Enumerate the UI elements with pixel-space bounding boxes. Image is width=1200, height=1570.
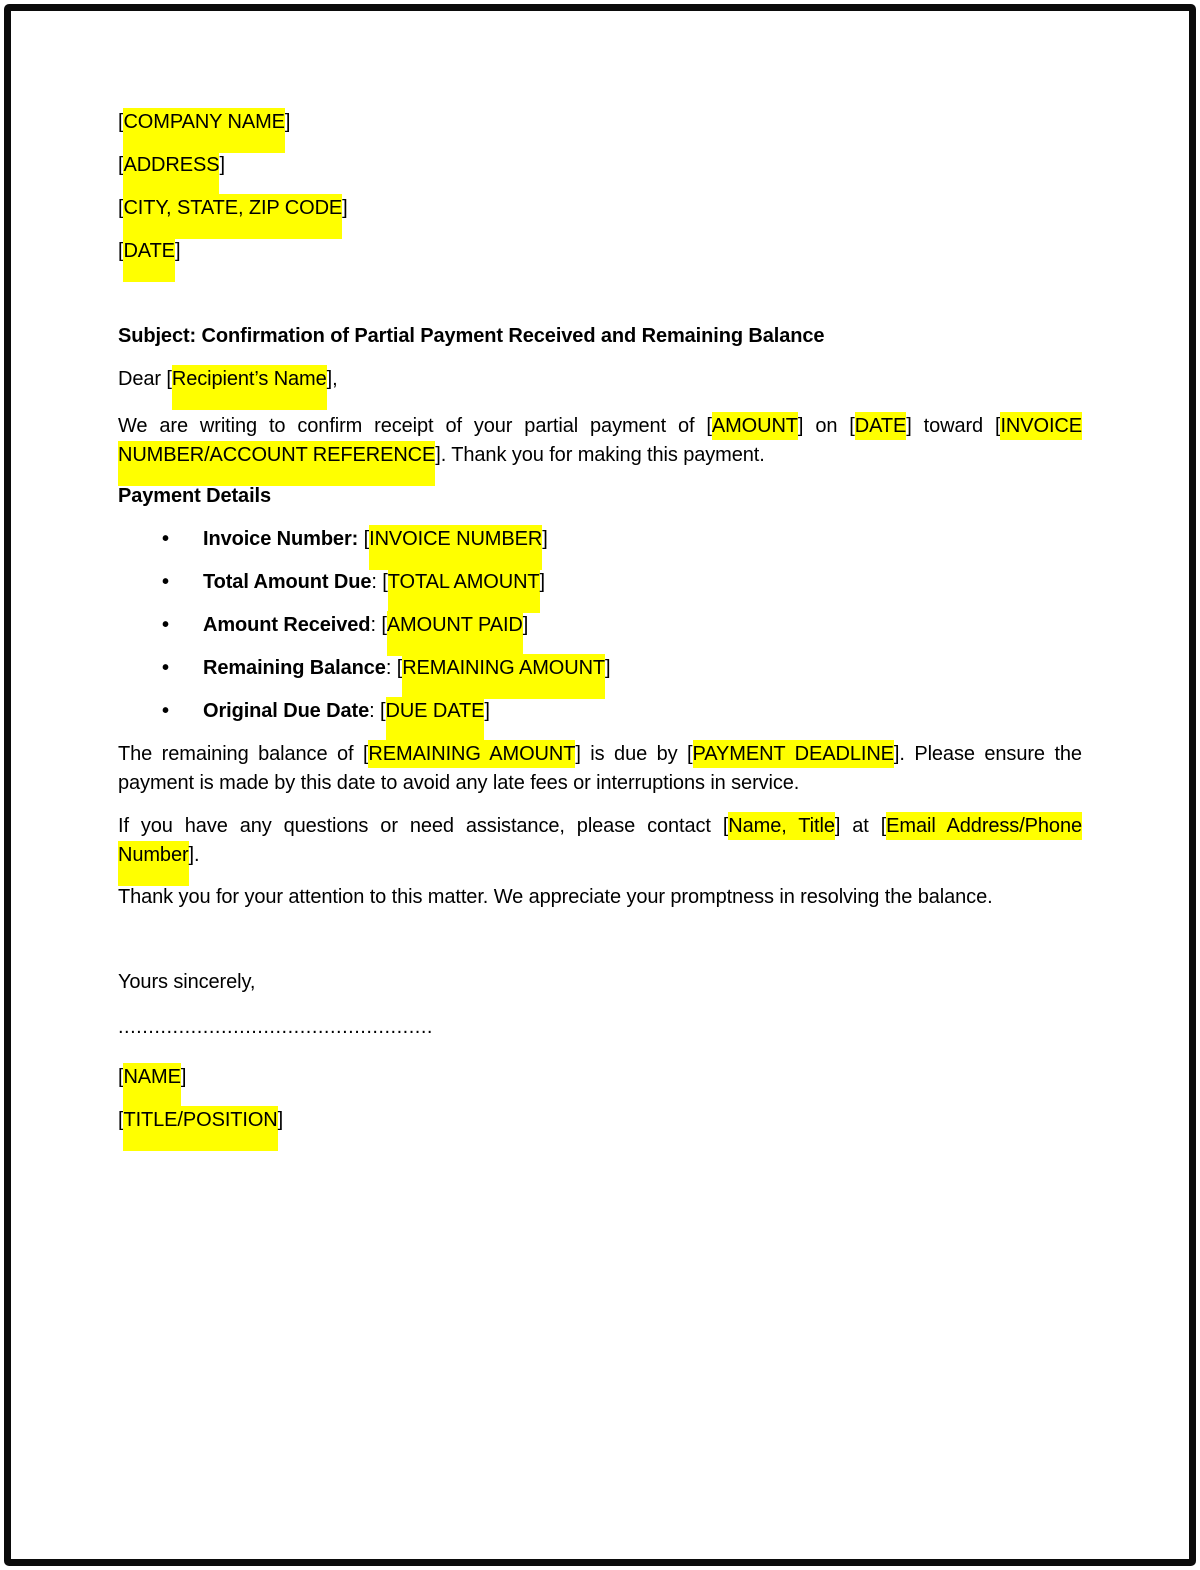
invoice-number-placeholder: INVOICE NUMBER bbox=[369, 525, 542, 553]
balance-text: ] is due by [ bbox=[575, 743, 693, 765]
thanks-paragraph: Thank you for your attention to this matter. We appreciate your promptness in resolving the balance. bbox=[118, 886, 993, 908]
balance-text: The remaining balance of [ bbox=[118, 743, 369, 765]
amount-placeholder: AMOUNT bbox=[712, 412, 798, 440]
bracket: ] bbox=[174, 240, 181, 262]
invoice-ref-placeholder-part2: NUMBER/ACCOUNT REFERENCE bbox=[118, 441, 435, 469]
bullet-label: Total Amount Due bbox=[203, 571, 372, 593]
contact-paragraph bbox=[118, 812, 1082, 870]
contact-line-1 bbox=[118, 812, 1082, 841]
intro-paragraph bbox=[118, 412, 1082, 470]
signer-name-placeholder: NAME bbox=[123, 1063, 180, 1091]
contact-name-title-placeholder: Name, Title bbox=[728, 812, 835, 840]
payment-details-list bbox=[118, 525, 1082, 726]
bullet-sep: [ bbox=[358, 528, 370, 550]
bracket: [ bbox=[118, 1109, 124, 1131]
bracket: ] bbox=[484, 700, 490, 722]
bullet-sep: : [ bbox=[371, 571, 388, 593]
bracket: ] bbox=[605, 657, 611, 679]
contact-text: ]. bbox=[188, 844, 200, 866]
bullet-icon: • bbox=[162, 657, 169, 679]
balance-text: ]. Please ensure the bbox=[893, 743, 1082, 765]
bullet-sep: : [ bbox=[369, 700, 386, 722]
bracket: ] bbox=[522, 614, 529, 636]
bracket: ] bbox=[284, 111, 291, 133]
bracket: [ bbox=[118, 111, 124, 133]
bracket: ] bbox=[539, 571, 546, 593]
bracket: ] bbox=[542, 528, 548, 550]
contact-text: ] at [ bbox=[834, 815, 887, 837]
intro-text: We are writing to confirm receipt of your partial payment of [ bbox=[118, 415, 712, 437]
contact-email-phone-placeholder-part2: Number bbox=[118, 841, 189, 869]
bracket: ] bbox=[219, 154, 225, 176]
intro-line-2 bbox=[118, 441, 1082, 470]
signer-name-line bbox=[118, 1063, 1082, 1092]
address-line bbox=[118, 151, 1082, 180]
due-date-placeholder: DUE DATE bbox=[386, 697, 485, 725]
signature-dotted-line: .................................................... bbox=[118, 1016, 433, 1038]
list-item bbox=[118, 525, 1082, 554]
city-state-zip-placeholder: CITY, STATE, ZIP CODE bbox=[123, 194, 342, 222]
intro-text: ] on [ bbox=[797, 415, 855, 437]
bullet-icon: • bbox=[162, 614, 169, 636]
balance-paragraph bbox=[118, 740, 1082, 798]
date-line bbox=[118, 237, 1082, 266]
intro-text: ]. Thank you for making this payment. bbox=[435, 444, 765, 466]
payment-details-heading: Payment Details bbox=[118, 485, 272, 507]
bracket: ] bbox=[277, 1109, 284, 1131]
bullet-icon: • bbox=[162, 571, 169, 593]
company-name-placeholder: COMPANY NAME bbox=[123, 108, 284, 136]
remaining-amount-placeholder: REMAINING AMOUNT bbox=[402, 654, 605, 682]
bracket: [ bbox=[118, 1066, 124, 1088]
invoice-ref-placeholder-part1: INVOICE bbox=[1000, 412, 1082, 440]
bullet-sep: : [ bbox=[385, 657, 403, 679]
list-item bbox=[118, 697, 1082, 726]
bullet-icon: • bbox=[162, 528, 169, 550]
recipient-name-placeholder: Recipient’s Name bbox=[172, 365, 327, 393]
salutation-close: ], bbox=[326, 368, 338, 390]
bullet-icon: • bbox=[162, 700, 169, 722]
list-item bbox=[118, 611, 1082, 640]
bullet-sep: : [ bbox=[370, 614, 387, 636]
total-amount-placeholder: TOTAL AMOUNT bbox=[388, 568, 540, 596]
valediction-line: Yours sincerely, bbox=[118, 971, 256, 993]
payment-deadline-placeholder: PAYMENT DEADLINE bbox=[693, 740, 894, 768]
bullet-label: Original Due Date bbox=[203, 700, 370, 722]
intro-line-1 bbox=[118, 412, 1082, 441]
bracket: [ bbox=[118, 240, 124, 262]
bullet-label: Invoice Number: bbox=[203, 528, 359, 550]
address-placeholder: ADDRESS bbox=[123, 151, 219, 179]
bracket: [ bbox=[118, 197, 124, 219]
remaining-amount-placeholder-inline: REMAINING AMOUNT bbox=[368, 740, 575, 768]
salutation-line bbox=[118, 365, 1082, 394]
signer-title-line bbox=[118, 1106, 1082, 1135]
date-placeholder-inline: DATE bbox=[855, 412, 906, 440]
contact-email-phone-placeholder-part1: Email Address/Phone bbox=[886, 812, 1082, 840]
amount-paid-placeholder: AMOUNT PAID bbox=[387, 611, 523, 639]
company-name-line bbox=[118, 108, 1082, 137]
bracket: [ bbox=[118, 154, 124, 176]
list-item bbox=[118, 568, 1082, 597]
balance-line-2: payment is made by this date to avoid any late fees or interruptions in service. bbox=[118, 772, 800, 794]
date-placeholder: DATE bbox=[123, 237, 174, 265]
contact-text: If you have any questions or need assistance, please contact [ bbox=[118, 815, 729, 837]
contact-line-2 bbox=[118, 841, 1082, 870]
bracket: ] bbox=[342, 197, 348, 219]
list-item bbox=[118, 654, 1082, 683]
signer-title-placeholder: TITLE/POSITION bbox=[123, 1106, 277, 1134]
intro-text: ] toward [ bbox=[906, 415, 1001, 437]
bullet-label: Remaining Balance bbox=[203, 657, 386, 679]
salutation-text: Dear [ bbox=[118, 368, 172, 390]
bracket: ] bbox=[180, 1066, 187, 1088]
balance-line-1 bbox=[118, 740, 1082, 769]
subject-line: Subject: Confirmation of Partial Payment Received and Remaining Balance bbox=[118, 325, 825, 347]
letter-page bbox=[11, 12, 1189, 1559]
bullet-label: Amount Received bbox=[203, 614, 371, 636]
city-state-zip-line bbox=[118, 194, 1082, 223]
